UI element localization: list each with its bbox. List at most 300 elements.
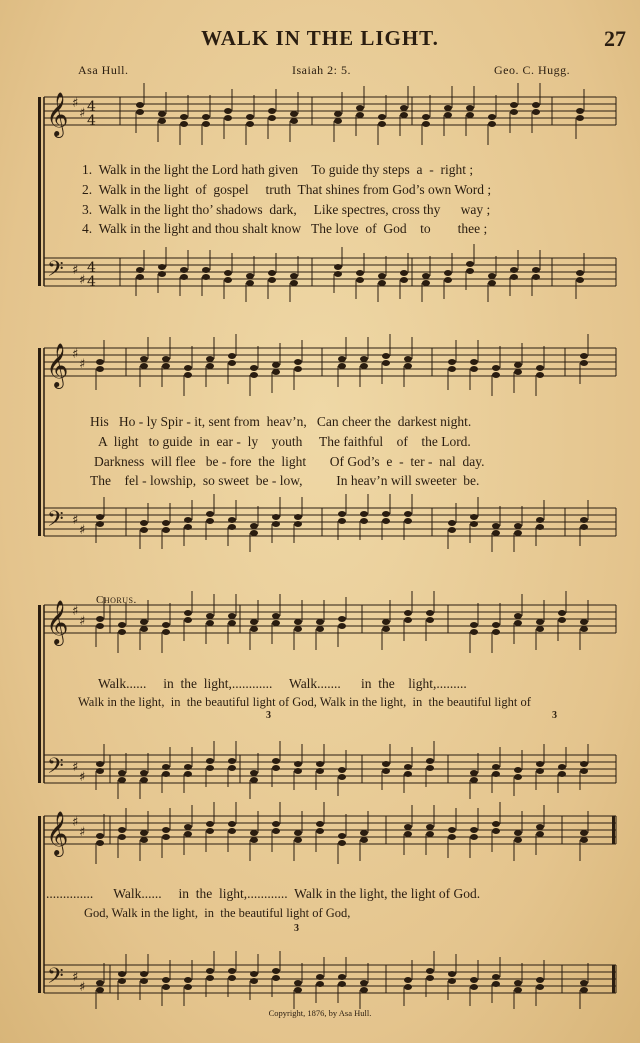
note-head bbox=[136, 267, 144, 273]
note-head bbox=[338, 767, 346, 773]
note-head bbox=[404, 610, 412, 616]
copyright-notice: Copyright, 1876, by Asa Hull. bbox=[268, 1008, 372, 1018]
note-head bbox=[228, 828, 236, 834]
note-head bbox=[536, 619, 544, 625]
note-head bbox=[356, 277, 364, 283]
sharp-sign: ♯ bbox=[79, 357, 86, 372]
note-head bbox=[180, 267, 188, 273]
note-head bbox=[118, 622, 126, 628]
treble-clef: 𝄞 bbox=[46, 343, 69, 387]
note-head bbox=[360, 830, 368, 836]
note-head bbox=[206, 975, 214, 981]
note-head bbox=[290, 273, 298, 279]
note-head bbox=[162, 527, 170, 533]
note-head bbox=[404, 511, 412, 517]
note-head bbox=[422, 114, 430, 120]
system-bracket bbox=[38, 348, 41, 536]
note-head bbox=[184, 831, 192, 837]
note-head bbox=[228, 758, 236, 764]
note-head bbox=[488, 280, 496, 286]
note-head bbox=[536, 626, 544, 632]
note-head bbox=[202, 274, 210, 280]
note-head bbox=[272, 620, 280, 626]
note-head bbox=[448, 366, 456, 372]
note-head bbox=[338, 833, 346, 839]
note-head bbox=[334, 111, 342, 117]
note-head bbox=[250, 365, 258, 371]
note-head bbox=[360, 837, 368, 843]
note-head bbox=[158, 271, 166, 277]
note-head bbox=[426, 758, 434, 764]
note-head bbox=[536, 984, 544, 990]
note-head bbox=[338, 840, 346, 846]
note-head bbox=[316, 821, 324, 827]
note-head bbox=[224, 270, 232, 276]
note-head bbox=[580, 987, 588, 993]
note-head bbox=[492, 828, 500, 834]
note-head bbox=[444, 277, 452, 283]
note-head bbox=[404, 984, 412, 990]
note-head bbox=[492, 622, 500, 628]
note-head bbox=[470, 521, 478, 527]
note-head bbox=[492, 629, 500, 635]
chorus-line-1-soprano: Walk...... in the light,............ Walk....... in the light,......... bbox=[98, 676, 467, 691]
note-head bbox=[118, 978, 126, 984]
note-head bbox=[338, 981, 346, 987]
note-head bbox=[294, 619, 302, 625]
note-head bbox=[466, 105, 474, 111]
note-head bbox=[162, 363, 170, 369]
sharp-sign: ♯ bbox=[72, 263, 79, 278]
note-head bbox=[470, 777, 478, 783]
note-head bbox=[536, 761, 544, 767]
note-head bbox=[224, 108, 232, 114]
sharp-sign: ♯ bbox=[79, 825, 86, 840]
note-head bbox=[492, 365, 500, 371]
note-head bbox=[580, 761, 588, 767]
note-head bbox=[378, 280, 386, 286]
note-head bbox=[294, 626, 302, 632]
note-head bbox=[448, 827, 456, 833]
note-head bbox=[404, 617, 412, 623]
note-head bbox=[206, 518, 214, 524]
note-head bbox=[422, 273, 430, 279]
note-head bbox=[246, 114, 254, 120]
note-head bbox=[536, 365, 544, 371]
note-head bbox=[404, 363, 412, 369]
note-head bbox=[466, 261, 474, 267]
note-head bbox=[140, 770, 148, 776]
note-head bbox=[224, 115, 232, 121]
note-head bbox=[382, 619, 390, 625]
time-signature: 4 bbox=[87, 99, 96, 115]
scripture-reference: Isaiah 2: 5. bbox=[292, 63, 351, 77]
note-head bbox=[272, 828, 280, 834]
note-head bbox=[206, 363, 214, 369]
note-head bbox=[492, 771, 500, 777]
note-head bbox=[268, 115, 276, 121]
note-head bbox=[536, 977, 544, 983]
note-head bbox=[536, 824, 544, 830]
note-head bbox=[206, 758, 214, 764]
triplet-mark: 3 bbox=[552, 710, 557, 721]
note-head bbox=[532, 274, 540, 280]
note-head bbox=[510, 109, 518, 115]
note-head bbox=[272, 968, 280, 974]
note-head bbox=[334, 264, 342, 270]
note-head bbox=[400, 277, 408, 283]
note-head bbox=[272, 514, 280, 520]
note-head bbox=[492, 530, 500, 536]
verse-2-line-1: 2. Walk in the light of gospel truth That shines from God’s own Word ; bbox=[82, 182, 492, 197]
note-head bbox=[514, 774, 522, 780]
note-head bbox=[184, 517, 192, 523]
note-head bbox=[96, 980, 104, 986]
sharp-sign: ♯ bbox=[72, 513, 79, 528]
note-head bbox=[184, 610, 192, 616]
note-head bbox=[404, 771, 412, 777]
note-head bbox=[470, 827, 478, 833]
verse-4-line-2: The fel - lowship, so sweet be - low, In heav’n will sweeter be. bbox=[90, 473, 480, 488]
note-head bbox=[580, 980, 588, 986]
note-head bbox=[316, 768, 324, 774]
note-head bbox=[272, 765, 280, 771]
bass-clef: 𝄢 bbox=[47, 964, 64, 994]
note-head bbox=[294, 768, 302, 774]
note-head bbox=[400, 270, 408, 276]
note-head bbox=[580, 360, 588, 366]
time-signature: 4 bbox=[87, 274, 96, 290]
note-head bbox=[356, 105, 364, 111]
verse-3-line-1: 3. Walk in the light tho’ shadows dark, Like spectres, cross thy way ; bbox=[82, 202, 491, 217]
note-head bbox=[180, 121, 188, 127]
note-head bbox=[294, 837, 302, 843]
note-head bbox=[96, 521, 104, 527]
note-head bbox=[290, 118, 298, 124]
note-head bbox=[96, 366, 104, 372]
note-head bbox=[404, 977, 412, 983]
note-head bbox=[514, 613, 522, 619]
note-head bbox=[404, 824, 412, 830]
sharp-sign: ♯ bbox=[72, 604, 79, 619]
note-head bbox=[510, 267, 518, 273]
note-head bbox=[140, 520, 148, 526]
note-head bbox=[162, 356, 170, 362]
note-head bbox=[294, 366, 302, 372]
sharp-sign: ♯ bbox=[79, 273, 86, 288]
note-head bbox=[360, 987, 368, 993]
note-head bbox=[228, 360, 236, 366]
note-head bbox=[140, 830, 148, 836]
note-head bbox=[246, 121, 254, 127]
note-head bbox=[228, 613, 236, 619]
note-head bbox=[576, 270, 584, 276]
note-head bbox=[426, 975, 434, 981]
note-head bbox=[184, 365, 192, 371]
note-head bbox=[404, 764, 412, 770]
note-head bbox=[184, 764, 192, 770]
note-head bbox=[272, 613, 280, 619]
note-head bbox=[250, 978, 258, 984]
note-head bbox=[470, 359, 478, 365]
note-head bbox=[162, 977, 170, 983]
note-head bbox=[334, 118, 342, 124]
verse-1-line-2: His Ho - ly Spir - it, sent from heav’n, Can cheer the darkest night. bbox=[90, 414, 472, 429]
note-head bbox=[206, 968, 214, 974]
note-head bbox=[580, 830, 588, 836]
note-head bbox=[448, 978, 456, 984]
note-head bbox=[228, 524, 236, 530]
note-head bbox=[488, 273, 496, 279]
note-head bbox=[162, 629, 170, 635]
note-head bbox=[488, 114, 496, 120]
chorus-line-2-bass: God, Walk in the light, in the beautiful light of God, bbox=[84, 906, 351, 920]
note-head bbox=[580, 768, 588, 774]
note-head bbox=[294, 521, 302, 527]
note-head bbox=[184, 524, 192, 530]
note-head bbox=[118, 777, 126, 783]
note-head bbox=[580, 619, 588, 625]
note-head bbox=[184, 984, 192, 990]
note-head bbox=[448, 971, 456, 977]
note-head bbox=[382, 353, 390, 359]
treble-clef: 𝄞 bbox=[46, 92, 69, 136]
note-head bbox=[338, 774, 346, 780]
verse-3-line-2: Darkness will flee be - fore the light Of God’s e - ter - nal day. bbox=[94, 454, 485, 469]
system-bracket bbox=[38, 97, 41, 286]
note-head bbox=[118, 770, 126, 776]
note-head bbox=[470, 834, 478, 840]
note-head bbox=[338, 356, 346, 362]
note-head bbox=[316, 619, 324, 625]
note-head bbox=[250, 619, 258, 625]
note-head bbox=[140, 619, 148, 625]
sharp-sign: ♯ bbox=[72, 760, 79, 775]
note-head bbox=[140, 837, 148, 843]
note-head bbox=[580, 626, 588, 632]
note-head bbox=[488, 121, 496, 127]
note-head bbox=[246, 273, 254, 279]
note-head bbox=[136, 109, 144, 115]
note-head bbox=[444, 270, 452, 276]
note-head bbox=[96, 761, 104, 767]
sharp-sign: ♯ bbox=[72, 970, 79, 985]
note-head bbox=[136, 102, 144, 108]
note-head bbox=[536, 524, 544, 530]
note-head bbox=[180, 274, 188, 280]
note-head bbox=[360, 980, 368, 986]
bass-clef: 𝄢 bbox=[47, 507, 64, 537]
note-head bbox=[470, 366, 478, 372]
note-head bbox=[404, 518, 412, 524]
note-head bbox=[492, 974, 500, 980]
note-head bbox=[140, 527, 148, 533]
triplet-mark: 3 bbox=[294, 923, 299, 934]
note-head bbox=[470, 629, 478, 635]
note-head bbox=[294, 987, 302, 993]
note-head bbox=[96, 616, 104, 622]
note-head bbox=[250, 830, 258, 836]
note-head bbox=[536, 831, 544, 837]
note-head bbox=[558, 610, 566, 616]
note-head bbox=[158, 264, 166, 270]
note-head bbox=[96, 623, 104, 629]
note-head bbox=[382, 768, 390, 774]
note-head bbox=[338, 616, 346, 622]
note-head bbox=[184, 824, 192, 830]
note-head bbox=[382, 518, 390, 524]
note-head bbox=[184, 617, 192, 623]
sharp-sign: ♯ bbox=[72, 347, 79, 362]
chorus-line-2-soprano: .............. Walk...... in the light,............ Walk in the light, the light of God. bbox=[46, 886, 481, 901]
note-head bbox=[224, 277, 232, 283]
note-head bbox=[426, 617, 434, 623]
note-head bbox=[140, 978, 148, 984]
note-head bbox=[514, 362, 522, 368]
note-head bbox=[470, 977, 478, 983]
note-head bbox=[400, 112, 408, 118]
chorus-label: Chorus. bbox=[96, 594, 137, 606]
lyricist-credit: Asa Hull. bbox=[78, 63, 129, 77]
note-head bbox=[426, 968, 434, 974]
note-head bbox=[228, 968, 236, 974]
note-head bbox=[510, 274, 518, 280]
note-head bbox=[158, 111, 166, 117]
note-head bbox=[96, 840, 104, 846]
composer-credit: Geo. C. Hugg. bbox=[494, 63, 571, 77]
note-head bbox=[202, 121, 210, 127]
note-head bbox=[514, 987, 522, 993]
note-head bbox=[466, 112, 474, 118]
note-head bbox=[228, 620, 236, 626]
note-head bbox=[96, 768, 104, 774]
note-head bbox=[492, 764, 500, 770]
note-head bbox=[444, 105, 452, 111]
note-head bbox=[514, 523, 522, 529]
note-head bbox=[162, 764, 170, 770]
note-head bbox=[338, 974, 346, 980]
note-head bbox=[206, 765, 214, 771]
note-head bbox=[206, 821, 214, 827]
note-head bbox=[360, 356, 368, 362]
note-head bbox=[162, 622, 170, 628]
sharp-sign: ♯ bbox=[79, 523, 86, 538]
note-head bbox=[272, 821, 280, 827]
note-head bbox=[250, 530, 258, 536]
note-head bbox=[536, 768, 544, 774]
system-bracket bbox=[38, 816, 41, 993]
note-head bbox=[338, 623, 346, 629]
note-head bbox=[250, 770, 258, 776]
chorus-line-1-bass: Walk in the light, in the beautiful light of God, Walk in the light, in the beautiful light of bbox=[78, 695, 531, 709]
note-head bbox=[514, 620, 522, 626]
note-head bbox=[294, 514, 302, 520]
note-head bbox=[202, 114, 210, 120]
note-head bbox=[316, 761, 324, 767]
note-head bbox=[470, 514, 478, 520]
note-head bbox=[96, 514, 104, 520]
note-head bbox=[206, 356, 214, 362]
note-head bbox=[444, 112, 452, 118]
note-head bbox=[162, 984, 170, 990]
treble-clef: 𝄞 bbox=[46, 600, 69, 644]
note-head bbox=[268, 108, 276, 114]
note-head bbox=[268, 277, 276, 283]
note-head bbox=[514, 530, 522, 536]
sharp-sign: ♯ bbox=[72, 96, 79, 111]
note-head bbox=[316, 974, 324, 980]
note-head bbox=[514, 837, 522, 843]
note-head bbox=[140, 356, 148, 362]
note-head bbox=[426, 765, 434, 771]
note-head bbox=[378, 121, 386, 127]
note-head bbox=[250, 626, 258, 632]
time-signature: 4 bbox=[87, 113, 96, 129]
note-head bbox=[206, 613, 214, 619]
final-barline bbox=[612, 816, 615, 844]
note-head bbox=[268, 270, 276, 276]
treble-clef: 𝄞 bbox=[46, 811, 69, 855]
note-head bbox=[294, 359, 302, 365]
note-head bbox=[576, 115, 584, 121]
note-head bbox=[448, 359, 456, 365]
note-head bbox=[162, 520, 170, 526]
note-head bbox=[580, 524, 588, 530]
note-head bbox=[422, 121, 430, 127]
note-head bbox=[356, 112, 364, 118]
note-head bbox=[136, 274, 144, 280]
note-head bbox=[118, 971, 126, 977]
note-head bbox=[382, 761, 390, 767]
note-head bbox=[426, 831, 434, 837]
note-head bbox=[118, 827, 126, 833]
note-head bbox=[576, 277, 584, 283]
note-head bbox=[272, 362, 280, 368]
note-head bbox=[536, 372, 544, 378]
note-head bbox=[228, 353, 236, 359]
time-signature: 4 bbox=[87, 260, 96, 276]
note-head bbox=[378, 273, 386, 279]
note-head bbox=[272, 521, 280, 527]
note-head bbox=[338, 363, 346, 369]
note-head bbox=[162, 827, 170, 833]
sharp-sign: ♯ bbox=[79, 770, 86, 785]
page-number: 27 bbox=[604, 26, 626, 51]
bass-clef: 𝄢 bbox=[47, 754, 64, 784]
note-head bbox=[470, 622, 478, 628]
note-head bbox=[580, 353, 588, 359]
bass-clef: 𝄢 bbox=[47, 257, 64, 287]
note-head bbox=[382, 511, 390, 517]
note-head bbox=[250, 777, 258, 783]
note-head bbox=[558, 771, 566, 777]
note-head bbox=[294, 830, 302, 836]
note-head bbox=[576, 108, 584, 114]
note-head bbox=[510, 102, 518, 108]
final-barline bbox=[612, 965, 615, 993]
note-head bbox=[246, 280, 254, 286]
note-head bbox=[404, 831, 412, 837]
hymn-title: WALK IN THE LIGHT. bbox=[201, 26, 439, 50]
note-head bbox=[448, 834, 456, 840]
note-head bbox=[426, 610, 434, 616]
note-head bbox=[206, 828, 214, 834]
note-head bbox=[118, 629, 126, 635]
note-head bbox=[580, 837, 588, 843]
note-head bbox=[448, 520, 456, 526]
note-head bbox=[250, 372, 258, 378]
note-head bbox=[532, 267, 540, 273]
